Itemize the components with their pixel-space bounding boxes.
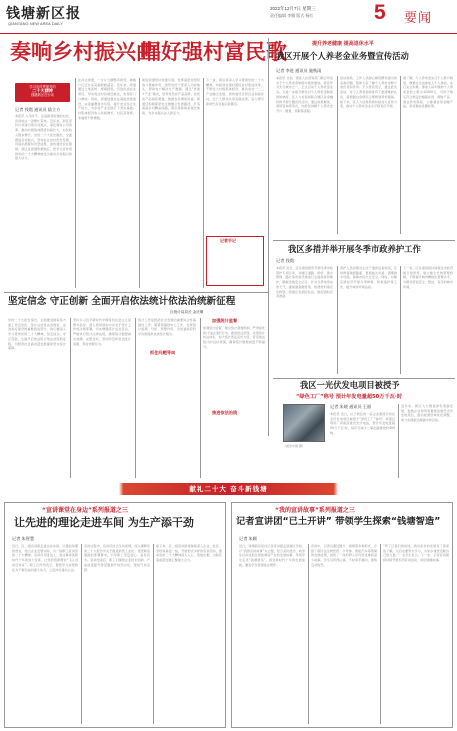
story4-headline: 坚定信念 守正创新 全面开启依法统计依法治统新征程 <box>8 296 236 307</box>
column-rule <box>398 404 399 478</box>
story6-body-col2: 宣讲过程中，宣讲员结合生动案例，深入阐释党的二十大报告中关于推进新型工业化、建设制造强国的部署要求，引导职工坚定信心、奋发有为。宣讲结束后，职工们围绕企业技术创新、产品质量提升等话题展开热烈讨论，现场气氛活跃。 <box>84 544 150 572</box>
story6-body-col1: 近日，区二级宣讲团走进企业车间，以通俗易懂的语言，结合企业发展实际，为一线职工宣讲党的二十大精神。宣讲员用身边人、身边事讲述新时代十年的伟大变革，让党的创新理论“飞入寻常百姓家”。职工们纷纷表示，要把学习成果转化为干事创业的强大动力，立足岗位建功立业。 <box>12 544 78 572</box>
lead-body-col4: 下一步，新区将深入学习贯彻党的二十大精神，持续深化强村富民乡村集成改革，不断壮大村级集体经济，推动农村一二三产业融合发展，加快建设宜居宜业和美乡村，让广大群众共享发展成果，奋力谱写新时代乡村振兴新篇章。 <box>206 78 264 106</box>
masthead: 钱塘新区报 <box>6 6 81 22</box>
story3-body-col2: 养护人员加强对主次干道的巡查频次，及时修复破损路面、更换缺失井盖、清理排水设施，保障市民出行安全。同时，对辖区绿化带开展冬季修剪、防寒保护等工作，提升城市环境品质。 <box>340 266 397 289</box>
lead-headline-left: 奏响乡村振兴曲 <box>10 40 157 64</box>
story2-body-col1: 本报讯 日前，国家人社部等部门联合印发关于个人养老金制度实施的通知，我区作为先行城市之一，正式启动个人养老金业务。为进一步提升群众对个人养老金制度的知晓度，区人力社保局联合辖区各金融机构开展专题宣传活动，通过政策解读、现场咨询等形式，向居民讲解个人养老金开户、缴费、领取等流程。 <box>276 76 333 113</box>
section-rule <box>4 292 268 293</box>
ribbon-text: 献礼二十大 奋斗新钱塘 <box>189 485 268 493</box>
lead-body-col3: 前进街道坚持党建引领，发挥基层党组织战斗堡垒作用，组织党员干部深入田间地头，帮助农户解决生产难题。通过“党建+产业”模式，培育特色农产品品牌，拓宽农产品销售渠道，助推农民增收致富。街道还积极探索农文旅融合发展路径，打造美丽乡村精品线路，吸引游客前来观光体验，为乡村振兴注入新活力。 <box>142 78 200 115</box>
story3-body-col3: 下一步，区住建局将持续强化市政设施日常管养，建立健全长效管理机制，不断提升城市精细化管理水平，为群众营造安全、整洁、有序的城市环境。 <box>403 266 453 289</box>
column-rule <box>139 78 140 288</box>
column-rule <box>337 266 338 374</box>
lead-byline: 记者 钱霞 通讯员 陆立方 <box>15 107 61 112</box>
page-number: 5 <box>374 1 386 24</box>
issue-date: 2022年12月7日 星期三 <box>270 6 316 11</box>
page-editors: 责任编辑 李娜 版式 杨红 <box>270 13 314 18</box>
story7-body-col1: 近日，钱塘新区报社记者宣讲团走进辖区学校，以“我的宣讲故事”为主题，结合采访经历，向学生们讲述新区智能制造产业的发展故事，带领学生走近“钱塘智造”，感受新时代十年的发展成就，激发学生爱国爱乡情怀。 <box>239 544 305 567</box>
story4-body-col4: 加强统计监督，健全统计督察机制，严肃查处统计违法违纪行为。推进依法治统，完善统计执法体系，加大统计普法宣传力度，营造依法统计的良好氛围，确保统计数据质量不断提升。 <box>203 326 265 349</box>
column-rule <box>70 318 71 478</box>
story2-body-col2: 活动现场，工作人员耐心解答群众提出的各类问题，帮助大家了解个人养老金账户的优势和作用。不少居民表示，通过此次活动，对个人养老金制度有了更清晰的认识，将根据自身情况合理规划养老储备。接下来，区人力社保局将持续加大宣传力度，推动个人养老金业务平稳有序开展。 <box>340 76 397 109</box>
column-rule <box>75 78 76 288</box>
page-name: 要闻 <box>404 11 433 26</box>
story4-byline: 区统计局局长 金庆顺 <box>170 310 204 314</box>
story6-kicker: “宣讲课堂在身边”系列报道之三 <box>42 507 128 514</box>
story4-subhead-2: 加强统计监督 <box>212 318 238 323</box>
story3-headline: 我区多措并举开展冬季市政养护工作 <box>288 244 421 254</box>
story5-headline: 我区一光伏发电项目被授予 <box>300 380 400 390</box>
column-rule <box>337 76 338 234</box>
story4-body-col1: 党的二十大报告指出，全面推进国家各方面工作法治化。统计法治是法治国家、法治政府建设的重要组成部分。我们要深入学习贯彻党的二十大精神，坚定信念、守正创新，全面开启依法统计依法治统新征程，为经济社会高质量发展提供坚实统计保障。 <box>8 318 66 351</box>
story3-byline: 记者 钱霞 <box>276 258 294 263</box>
story4-body-col2: 坚持以习近平新时代中国特色社会主义思想为指导，深入贯彻落实中央关于统计工作的决策部署，切实增强统计法治意识，严格执行统计法律法规，确保统计数据真实准确、完整及时，坚决防范和惩治统计造假、弄虚作假行为。 <box>73 318 131 346</box>
lead-headline-right: 唱好强村富民歌 <box>140 40 287 64</box>
story7-body-col2: 宣讲中，记者们通过图片、视频等多种形式，介绍了新区在生物医药、半导体、智能汽车等领域的发展成果，讲述了一线科研人员攻坚克难的奋斗故事。学生们听得认真，不时举手提问，现场互动热烈。 <box>311 544 377 567</box>
story7-kicker: “我的宣讲故事”系列报道之三 <box>275 507 355 514</box>
column-rule <box>203 78 204 288</box>
photo-caption: （视觉中国 图） <box>283 444 305 448</box>
solar-panel-photo <box>283 404 325 442</box>
column-rule <box>308 544 309 724</box>
story6-headline: 让先进的理论走进车间 为生产添干劲 <box>14 516 194 529</box>
section-rule <box>268 38 269 436</box>
column-rule <box>81 544 82 724</box>
story2-headline: 我区开展个人养老金业务暨宣传活动 <box>276 51 409 61</box>
story5-body-col2: 近年来，新区大力推进绿色低碳发展，鼓励企业利用闲置屋顶建设光伏发电项目，推动能源结构优化调整，助力实现碳达峰碳中和目标。 <box>401 404 453 423</box>
column-rule <box>400 76 401 234</box>
story6-body-col3: 接下来，区二级宣讲团将继续深入企业、社区、学校等基层一线，开展形式多样的宣讲活动，推动党的二十大精神深入人心、落地生根，为新区高质量发展汇聚强大合力。 <box>156 544 222 563</box>
story5-body-col1: 本报讯 近日，位于新区的一家企业屋顶分布式光伏发电项目被授予“绿色工厂”称号。该项目利用厂房屋顶建设光伏电站，预计年发电量超50万千瓦·时，每年可减少二氧化碳排放约400吨。 <box>330 412 395 435</box>
lead-body-col1: 本报讯 入冬时节，走进新湾街道的村庄，田间地头一派繁忙景象。近年来，新区坚持以党建引领乡村振兴，深化强村公司改革，推动村级集体经济持续壮大，村民收入稳步增长。党的二十大报告提出，全面推进乡村振兴，坚持农业农村优先发展，巩固拓展脱贫攻坚成果，加快建设农业强国。新区各街道积极响应，把学习宣传贯彻党的二十大精神转化为推动乡村振兴的强大动力。 <box>15 114 72 161</box>
story4-subhead-1: 抓住问题导向 <box>150 350 176 355</box>
section-rule <box>273 240 455 241</box>
story5-headline2: “绿色工厂”称号 预计年发电量超50万千瓦·时 <box>296 394 403 400</box>
campaign-logo: 学习宣传贯彻党的 二十大精神 钱塘新区在行动 <box>15 83 70 102</box>
sidebar-box-title: 记者手记 <box>220 238 236 243</box>
lead-body-col2: 在河庄街道，一片片大棚整齐排列，种植户们正忙着采摘新鲜蔬菜。近年来，街道通过土地流转、规模经营，引进优质农业项目，带动周边村民就近就业，实现家门口增收。同时，街道加强农业基础设施建设，完善灌溉排水系统，提升农业综合生产能力，为乡村产业发展打下坚实基础。村集体经济收入持续增长，村民获得感、幸福感不断增强。 <box>78 78 136 120</box>
story7-body-col3: “听了记者们的讲述，我对家乡的发展有了更深的了解，以后也要努力学习，为家乡建设贡献自己的力量。”一名学生表示。下一步，记者宣讲团将持续开展系列宣讲活动，讲好钱塘故事。 <box>383 544 449 563</box>
story6-byline: 记者 朱智慧 <box>12 536 35 541</box>
story2-byline: 记者 李进 通讯员 施秋雨 <box>276 68 322 73</box>
story3-body-col1: 本报讯 近日，区住建局组织开展冬季市政养护专项行动，对辖区道路、桥梁、排水管网、路灯等市政设施进行全面排查和维护，确保设施安全运行。针对冬季雨雪冰冻天气，提前储备融雪剂、防滑材料等应急物资，组建应急抢险队伍，做好随时应对准备。 <box>276 266 333 299</box>
column-rule <box>135 318 136 478</box>
story7-headline: 记者宣讲团“已土开讲” 带领学生探索“钱塘智造” <box>236 516 441 527</box>
story5-byline: 记者 朱晓 通讯员 王丽 <box>330 404 372 409</box>
masthead-subtitle: QIANTANG NEW AREA DAILY <box>8 21 63 26</box>
column-rule <box>200 318 201 478</box>
column-rule <box>153 544 154 724</box>
story2-kicker: 提升养老健康 提高退休水平 <box>312 41 374 47</box>
column-rule <box>400 266 401 374</box>
column-rule <box>380 544 381 724</box>
story2-body-col3: 据了解，个人养老金实行个人账户制度，缴费完全由参加人个人承担，实行完全积累。参加人每年缴纳个人养老金的上限为12000元，可用于购买符合规定的储蓄存款、理财产品、商业养老保险、公募基金等金融产品，享受税收优惠政策。 <box>403 76 453 109</box>
story4-subhead-3: 推进依法治统 <box>212 410 238 415</box>
story4-body-col3: 统计工作是经济社会发展的重要综合性基础性工作。要紧紧围绕中心工作，发挥统计监测、分析、预警作用，为党委政府科学决策提供优质统计服务。 <box>138 318 196 337</box>
section-rule <box>273 378 455 379</box>
story7-byline: 记者 朱颖 <box>239 536 257 541</box>
